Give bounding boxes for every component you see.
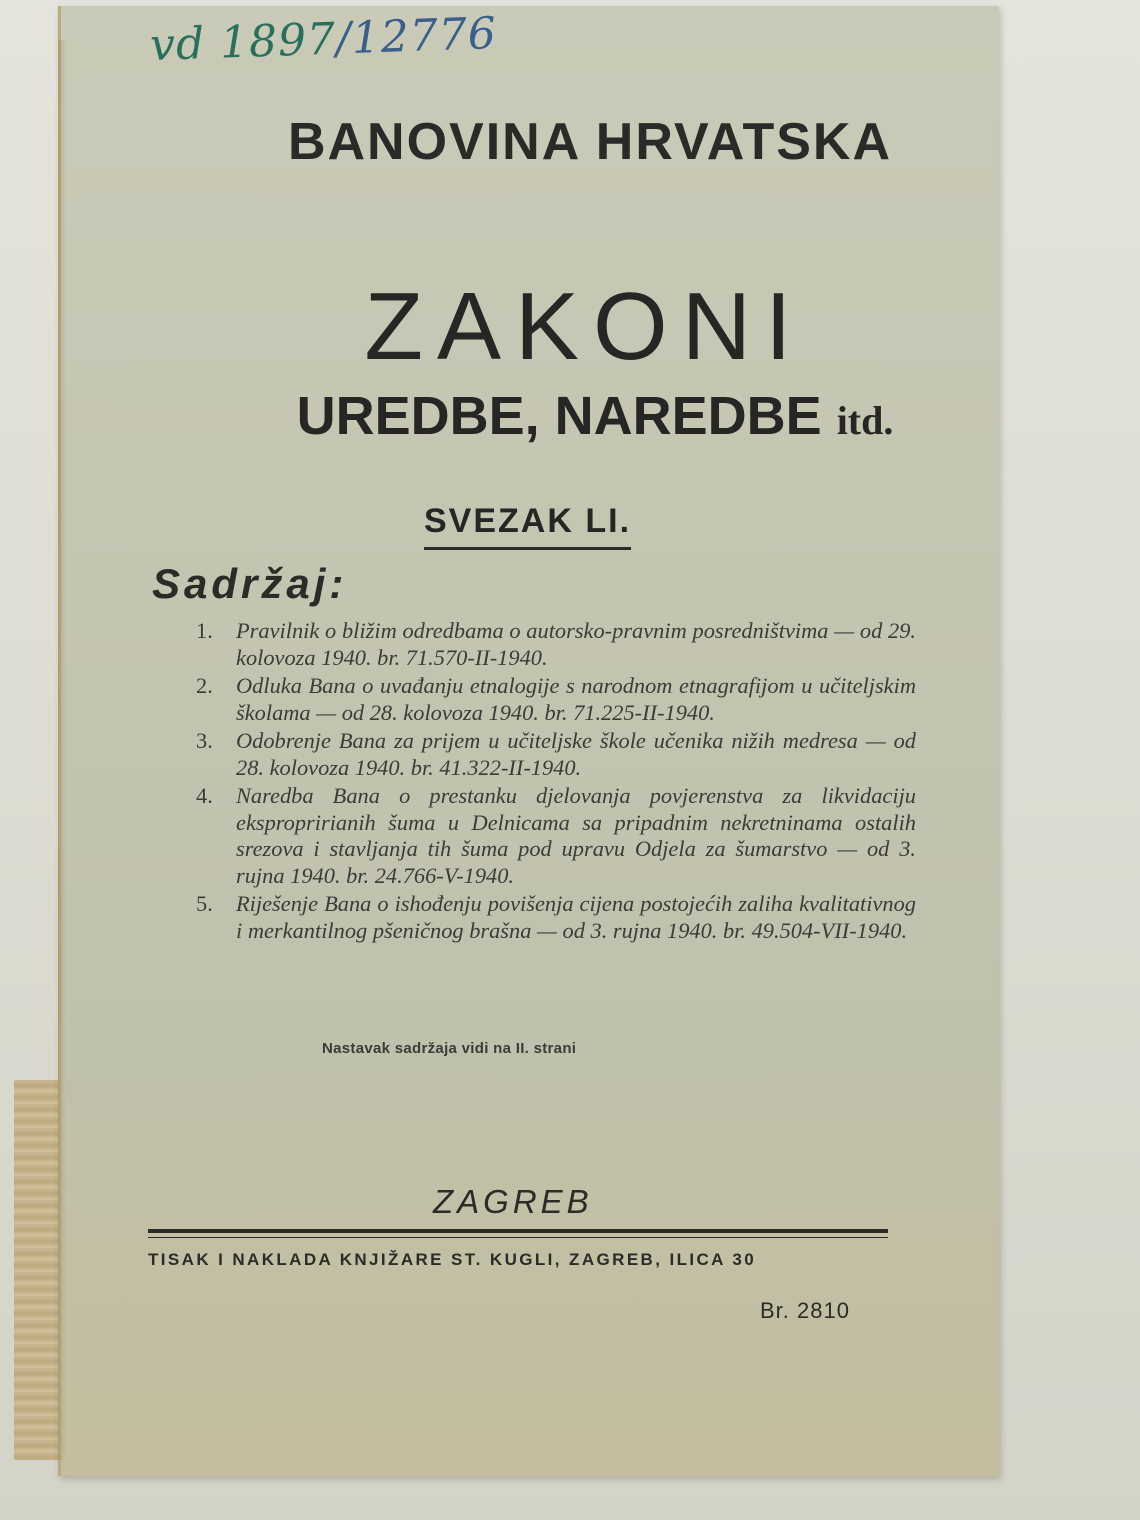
city-name: ZAGREB [433, 1183, 593, 1220]
contents-item-text: Pravilnik o bližim odredbama o autorsko-pravnim posredništvima — od 29. kolovoza 1940. br. 71.570-II-1940. [236, 618, 916, 670]
contents-item [196, 783, 916, 889]
contents-item-number: 1. [196, 618, 213, 643]
volume-label: SVEZAK LI. [424, 502, 631, 550]
spine-fold [58, 40, 66, 1460]
torn-cover-edge [14, 1080, 62, 1460]
contents-item-text: Naredba Bana o prestanku djelovanja povjerenstva za likvidaciju ekspropririanih šuma u Delnicama sa pripadnim nekretninama ostalih srezova i stavljanja tih šuma pod upravu Odjela za šumarstvo — od 3. rujna 1940. br. 24.766-V-1940. [236, 783, 916, 888]
contents-list [196, 618, 916, 946]
contents-item-text: Odobrenje Bana za prijem u učiteljske škole učenika nižih medresa — od 28. kolovoza 1940. br. 41.322-II-1940. [236, 728, 916, 780]
printer-imprint: TISAK I NAKLADA KNJIŽARE ST. KUGLI, ZAGREB, ILICA 30 [148, 1250, 757, 1269]
handwritten-note-part2: 12776 [350, 7, 498, 64]
subtitle-suffix: itd. [836, 398, 894, 443]
imprint-rule-thin [148, 1237, 888, 1238]
document-title: ZAKONI [364, 273, 806, 380]
contents-item-text: Odluka Bana o uvađanju etnalogije s narodnom etnagrafijom u učiteljskim školama — od 28. kolovoza 1940. br. 71.225-II-1940. [236, 673, 916, 725]
subtitle-main: UREDBE, NAREDBE [296, 386, 822, 446]
catalog-number: Br. 2810 [760, 1298, 850, 1323]
contents-heading: Sadržaj: [152, 560, 348, 607]
handwritten-note-part1: vd 1897 [149, 13, 337, 72]
publisher-heading: BANOVINA HRVATSKA [287, 113, 893, 171]
contents-item-number: 5. [196, 891, 213, 916]
contents-item-number: 3. [196, 728, 213, 753]
contents-item-number: 2. [196, 673, 213, 698]
contents-item [196, 618, 916, 671]
continuation-note: Nastavak sadržaja vidi na II. strani [322, 1040, 577, 1057]
document-subtitle [0, 385, 1140, 447]
contents-item-number: 4. [196, 783, 213, 808]
contents-item [196, 891, 916, 944]
contents-item [196, 673, 916, 726]
contents-item-text: Riješenje Bana o ishođenju povišenja cijena postojećih zaliha kvalitativnog i merkantilnog pšeničnog brašna — od 3. rujna 1940. br. 49.504-VII-1940. [236, 891, 916, 943]
contents-item [196, 728, 916, 781]
handwritten-note-separator: / [335, 13, 353, 65]
imprint-rule-thick [148, 1229, 888, 1233]
